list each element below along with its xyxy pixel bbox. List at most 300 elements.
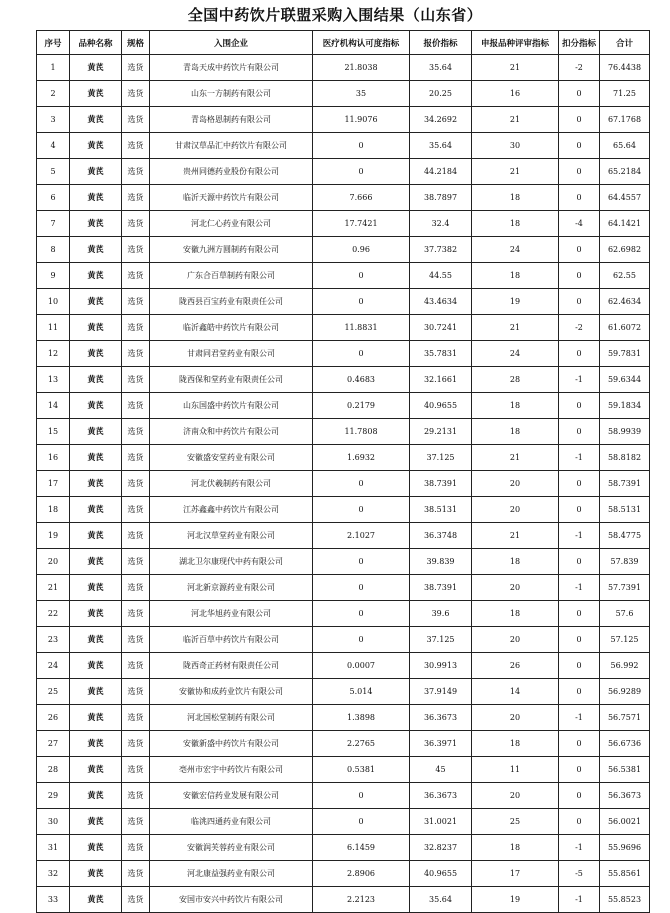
cell-review-index: 18 [472,393,559,419]
cell-review-index: 19 [472,289,559,315]
cell-review-index: 24 [472,341,559,367]
table-row [37,731,650,757]
table-row [37,679,650,705]
cell-price-index: 32.4 [410,211,472,237]
cell-total: 64.1421 [600,211,650,237]
cell-review-index: 17 [472,861,559,887]
cell-product-name: 黄芪 [70,237,122,263]
cell-product-name: 黄芪 [70,679,122,705]
cell-index: 3 [37,107,70,133]
header-review-index: 申报品种评审指标 [472,31,559,55]
cell-hospital-recognition: 17.7421 [313,211,410,237]
cell-index: 5 [37,159,70,185]
cell-deduction: 0 [559,471,600,497]
cell-product-name: 黄芪 [70,133,122,159]
table-row [37,809,650,835]
cell-index: 29 [37,783,70,809]
cell-price-index: 35.64 [410,887,472,913]
cell-total: 59.1834 [600,393,650,419]
cell-product-name: 黄芪 [70,471,122,497]
cell-index: 15 [37,419,70,445]
cell-price-index: 36.3673 [410,705,472,731]
cell-product-name: 黄芪 [70,887,122,913]
cell-hospital-recognition: 2.1027 [313,523,410,549]
cell-deduction: -2 [559,55,600,81]
cell-company: 临沂天源中药饮片有限公司 [150,185,313,211]
cell-review-index: 14 [472,679,559,705]
cell-hospital-recognition: 21.8038 [313,55,410,81]
cell-price-index: 30.7241 [410,315,472,341]
cell-specification: 选货 [122,211,150,237]
cell-company: 山东国盛中药饮片有限公司 [150,393,313,419]
cell-total: 62.55 [600,263,650,289]
cell-deduction: -1 [559,705,600,731]
cell-product-name: 黄芪 [70,731,122,757]
table-row [37,523,650,549]
cell-product-name: 黄芪 [70,549,122,575]
cell-product-name: 黄芪 [70,653,122,679]
cell-hospital-recognition: 0.0007 [313,653,410,679]
cell-company: 安徽宏信药业发展有限公司 [150,783,313,809]
cell-specification: 选货 [122,497,150,523]
header-company: 入围企业 [150,31,313,55]
cell-hospital-recognition: 0 [313,341,410,367]
cell-deduction: 0 [559,185,600,211]
table-row [37,705,650,731]
cell-total: 56.0021 [600,809,650,835]
cell-price-index: 43.4634 [410,289,472,315]
cell-price-index: 36.3673 [410,783,472,809]
cell-company: 河北国松堂制药有限公司 [150,705,313,731]
cell-total: 76.4438 [600,55,650,81]
cell-deduction: 0 [559,783,600,809]
cell-total: 58.5131 [600,497,650,523]
cell-company: 青岛格恩制药有限公司 [150,107,313,133]
cell-deduction: -1 [559,523,600,549]
cell-index: 10 [37,289,70,315]
cell-deduction: -1 [559,367,600,393]
cell-review-index: 21 [472,523,559,549]
cell-hospital-recognition: 0.96 [313,237,410,263]
cell-product-name: 黄芪 [70,211,122,237]
cell-specification: 选货 [122,263,150,289]
cell-product-name: 黄芪 [70,185,122,211]
cell-price-index: 20.25 [410,81,472,107]
cell-index: 9 [37,263,70,289]
cell-review-index: 16 [472,81,559,107]
cell-company: 安徽协和成药业饮片有限公司 [150,679,313,705]
cell-specification: 选货 [122,445,150,471]
cell-review-index: 18 [472,263,559,289]
cell-product-name: 黄芪 [70,263,122,289]
table-row [37,497,650,523]
table-row [37,575,650,601]
cell-review-index: 21 [472,315,559,341]
cell-specification: 选货 [122,367,150,393]
header-product-name: 品种名称 [70,31,122,55]
cell-hospital-recognition: 0 [313,627,410,653]
table-row [37,393,650,419]
table-row [37,211,650,237]
cell-specification: 选货 [122,627,150,653]
page-title: 全国中药饮片联盟采购入围结果（山东省） [187,6,483,24]
table-row [37,835,650,861]
cell-deduction: 0 [559,757,600,783]
cell-specification: 选货 [122,133,150,159]
table-row [37,627,650,653]
cell-deduction: 0 [559,107,600,133]
cell-price-index: 40.9655 [410,393,472,419]
cell-hospital-recognition: 11.8831 [313,315,410,341]
cell-product-name: 黄芪 [70,627,122,653]
table-row [37,55,650,81]
table-row [37,81,650,107]
cell-price-index: 39.839 [410,549,472,575]
cell-total: 64.4557 [600,185,650,211]
cell-index: 6 [37,185,70,211]
cell-index: 19 [37,523,70,549]
cell-index: 25 [37,679,70,705]
cell-index: 18 [37,497,70,523]
cell-specification: 选货 [122,81,150,107]
cell-product-name: 黄芪 [70,757,122,783]
cell-deduction: 0 [559,237,600,263]
header-total: 合计 [600,31,650,55]
table-row [37,159,650,185]
cell-product-name: 黄芪 [70,809,122,835]
cell-index: 31 [37,835,70,861]
cell-specification: 选货 [122,523,150,549]
cell-index: 8 [37,237,70,263]
cell-specification: 选货 [122,575,150,601]
cell-specification: 选货 [122,549,150,575]
cell-deduction: 0 [559,393,600,419]
cell-deduction: 0 [559,653,600,679]
cell-deduction: 0 [559,809,600,835]
table-row [37,783,650,809]
header-hospital-recognition: 医疗机构认可度指标 [313,31,410,55]
cell-company: 安国市安兴中药饮片有限公司 [150,887,313,913]
cell-specification: 选货 [122,809,150,835]
cell-specification: 选货 [122,757,150,783]
cell-price-index: 35.64 [410,55,472,81]
cell-specification: 选货 [122,783,150,809]
cell-hospital-recognition: 7.666 [313,185,410,211]
cell-total: 55.9696 [600,835,650,861]
cell-price-index: 39.6 [410,601,472,627]
cell-review-index: 18 [472,211,559,237]
cell-company: 湖北卫尔康现代中药有限公司 [150,549,313,575]
cell-company: 河北汉草堂药业有限公司 [150,523,313,549]
cell-deduction: 0 [559,497,600,523]
cell-price-index: 37.125 [410,445,472,471]
cell-index: 32 [37,861,70,887]
cell-price-index: 40.9655 [410,861,472,887]
cell-company: 陇西奇正药材有限责任公司 [150,653,313,679]
cell-specification: 选货 [122,653,150,679]
cell-index: 7 [37,211,70,237]
cell-review-index: 28 [472,367,559,393]
cell-price-index: 31.0021 [410,809,472,835]
results-table [36,30,650,913]
cell-product-name: 黄芪 [70,419,122,445]
cell-review-index: 18 [472,731,559,757]
cell-product-name: 黄芪 [70,367,122,393]
cell-specification: 选货 [122,107,150,133]
cell-total: 56.6736 [600,731,650,757]
cell-total: 55.8523 [600,887,650,913]
cell-company: 河北新京源药业有限公司 [150,575,313,601]
cell-company: 河北华旭药业有限公司 [150,601,313,627]
cell-review-index: 18 [472,835,559,861]
cell-total: 65.2184 [600,159,650,185]
cell-index: 23 [37,627,70,653]
cell-product-name: 黄芪 [70,107,122,133]
cell-hospital-recognition: 0 [313,809,410,835]
cell-review-index: 18 [472,419,559,445]
cell-product-name: 黄芪 [70,159,122,185]
cell-specification: 选货 [122,471,150,497]
cell-price-index: 45 [410,757,472,783]
cell-specification: 选货 [122,289,150,315]
cell-price-index: 36.3748 [410,523,472,549]
cell-index: 22 [37,601,70,627]
header-price-index: 报价指标 [410,31,472,55]
cell-company: 济南众和中药饮片有限公司 [150,419,313,445]
cell-review-index: 20 [472,471,559,497]
cell-specification: 选货 [122,315,150,341]
cell-company: 陇西保和堂药业有限责任公司 [150,367,313,393]
cell-product-name: 黄芪 [70,341,122,367]
cell-specification: 选货 [122,185,150,211]
cell-index: 4 [37,133,70,159]
cell-hospital-recognition: 0 [313,549,410,575]
cell-total: 56.992 [600,653,650,679]
cell-total: 56.5381 [600,757,650,783]
cell-total: 57.839 [600,549,650,575]
cell-deduction: 0 [559,263,600,289]
cell-hospital-recognition: 0 [313,471,410,497]
cell-product-name: 黄芪 [70,55,122,81]
table-row [37,133,650,159]
table-row [37,263,650,289]
cell-hospital-recognition: 0.2179 [313,393,410,419]
cell-deduction: 0 [559,133,600,159]
cell-deduction: 0 [559,341,600,367]
cell-price-index: 35.7831 [410,341,472,367]
cell-index: 21 [37,575,70,601]
cell-price-index: 30.9913 [410,653,472,679]
cell-total: 56.9289 [600,679,650,705]
cell-product-name: 黄芪 [70,393,122,419]
cell-hospital-recognition: 2.2765 [313,731,410,757]
cell-deduction: 0 [559,419,600,445]
cell-hospital-recognition: 0.4683 [313,367,410,393]
table-row [37,185,650,211]
cell-product-name: 黄芪 [70,575,122,601]
cell-review-index: 20 [472,497,559,523]
cell-deduction: 0 [559,159,600,185]
cell-total: 56.7571 [600,705,650,731]
cell-hospital-recognition: 0 [313,263,410,289]
table-row [37,445,650,471]
cell-deduction: 0 [559,289,600,315]
cell-deduction: -5 [559,861,600,887]
cell-price-index: 34.2692 [410,107,472,133]
cell-price-index: 32.1661 [410,367,472,393]
cell-hospital-recognition: 11.7808 [313,419,410,445]
cell-total: 67.1768 [600,107,650,133]
cell-index: 1 [37,55,70,81]
cell-company: 山东一方制药有限公司 [150,81,313,107]
cell-company: 安徽九洲方圆制药有限公司 [150,237,313,263]
cell-deduction: 0 [559,731,600,757]
table-row [37,107,650,133]
cell-index: 33 [37,887,70,913]
cell-product-name: 黄芪 [70,289,122,315]
cell-review-index: 20 [472,783,559,809]
cell-company: 江苏鑫鑫中药饮片有限公司 [150,497,313,523]
header-specification: 规格 [122,31,150,55]
cell-hospital-recognition: 2.2123 [313,887,410,913]
cell-deduction: -1 [559,575,600,601]
cell-company: 临洮四通药业有限公司 [150,809,313,835]
table-row [37,549,650,575]
table-row [37,471,650,497]
cell-hospital-recognition: 1.6932 [313,445,410,471]
cell-total: 59.7831 [600,341,650,367]
cell-hospital-recognition: 0 [313,575,410,601]
cell-company: 广东合百草制药有限公司 [150,263,313,289]
cell-company: 贵州同德药业股份有限公司 [150,159,313,185]
table-row [37,315,650,341]
cell-price-index: 37.7382 [410,237,472,263]
cell-price-index: 35.64 [410,133,472,159]
table-row [37,341,650,367]
cell-company: 临沂鑫皓中药饮片有限公司 [150,315,313,341]
cell-price-index: 38.7391 [410,471,472,497]
cell-product-name: 黄芪 [70,783,122,809]
table-row [37,237,650,263]
cell-price-index: 38.5131 [410,497,472,523]
cell-specification: 选货 [122,887,150,913]
cell-company: 临沂百草中药饮片有限公司 [150,627,313,653]
cell-company: 安徽润芙蓉药业有限公司 [150,835,313,861]
cell-specification: 选货 [122,705,150,731]
cell-hospital-recognition: 0 [313,133,410,159]
cell-price-index: 37.9149 [410,679,472,705]
cell-product-name: 黄芪 [70,523,122,549]
cell-review-index: 11 [472,757,559,783]
cell-company: 青岛天成中药饮片有限公司 [150,55,313,81]
cell-review-index: 30 [472,133,559,159]
cell-specification: 选货 [122,601,150,627]
cell-total: 71.25 [600,81,650,107]
cell-company: 甘肃同君堂药业有限公司 [150,341,313,367]
cell-index: 16 [37,445,70,471]
cell-hospital-recognition: 35 [313,81,410,107]
table-row [37,367,650,393]
cell-product-name: 黄芪 [70,315,122,341]
cell-product-name: 黄芪 [70,81,122,107]
cell-index: 11 [37,315,70,341]
cell-review-index: 25 [472,809,559,835]
cell-price-index: 32.8237 [410,835,472,861]
cell-price-index: 29.2131 [410,419,472,445]
cell-company: 河北伏羲制药有限公司 [150,471,313,497]
table-body [37,55,650,913]
cell-review-index: 24 [472,237,559,263]
cell-price-index: 37.125 [410,627,472,653]
cell-company: 河北仁心药业有限公司 [150,211,313,237]
header-index: 序号 [37,31,70,55]
cell-total: 55.8561 [600,861,650,887]
cell-specification: 选货 [122,55,150,81]
cell-total: 65.64 [600,133,650,159]
cell-index: 20 [37,549,70,575]
cell-index: 27 [37,731,70,757]
cell-specification: 选货 [122,731,150,757]
cell-price-index: 44.2184 [410,159,472,185]
cell-deduction: 0 [559,81,600,107]
cell-deduction: 0 [559,679,600,705]
cell-hospital-recognition: 5.014 [313,679,410,705]
cell-deduction: -2 [559,315,600,341]
cell-index: 2 [37,81,70,107]
cell-index: 26 [37,705,70,731]
cell-deduction: 0 [559,627,600,653]
cell-hospital-recognition: 0 [313,159,410,185]
table-row [37,861,650,887]
cell-specification: 选货 [122,419,150,445]
cell-hospital-recognition: 11.9076 [313,107,410,133]
cell-total: 62.6982 [600,237,650,263]
cell-total: 58.8182 [600,445,650,471]
cell-review-index: 21 [472,159,559,185]
cell-deduction: -1 [559,445,600,471]
cell-company: 陇西县百宝药业有限责任公司 [150,289,313,315]
cell-total: 56.3673 [600,783,650,809]
cell-product-name: 黄芪 [70,705,122,731]
cell-review-index: 20 [472,627,559,653]
cell-deduction: -4 [559,211,600,237]
table-row [37,887,650,913]
cell-hospital-recognition: 0 [313,289,410,315]
cell-total: 57.6 [600,601,650,627]
cell-product-name: 黄芪 [70,601,122,627]
header-deduction: 扣分指标 [559,31,600,55]
cell-total: 57.125 [600,627,650,653]
cell-company: 亳州市宏宇中药饮片有限公司 [150,757,313,783]
cell-review-index: 21 [472,107,559,133]
cell-product-name: 黄芪 [70,497,122,523]
cell-total: 58.7391 [600,471,650,497]
cell-total: 58.4775 [600,523,650,549]
cell-index: 12 [37,341,70,367]
cell-hospital-recognition: 0 [313,783,410,809]
cell-hospital-recognition: 0 [313,497,410,523]
table-header-row [37,31,650,55]
cell-total: 57.7391 [600,575,650,601]
cell-company: 安徽新盛中药饮片有限公司 [150,731,313,757]
cell-hospital-recognition: 2.8906 [313,861,410,887]
cell-price-index: 44.55 [410,263,472,289]
cell-review-index: 18 [472,549,559,575]
cell-hospital-recognition: 6.1459 [313,835,410,861]
cell-review-index: 21 [472,445,559,471]
cell-specification: 选货 [122,393,150,419]
cell-index: 24 [37,653,70,679]
